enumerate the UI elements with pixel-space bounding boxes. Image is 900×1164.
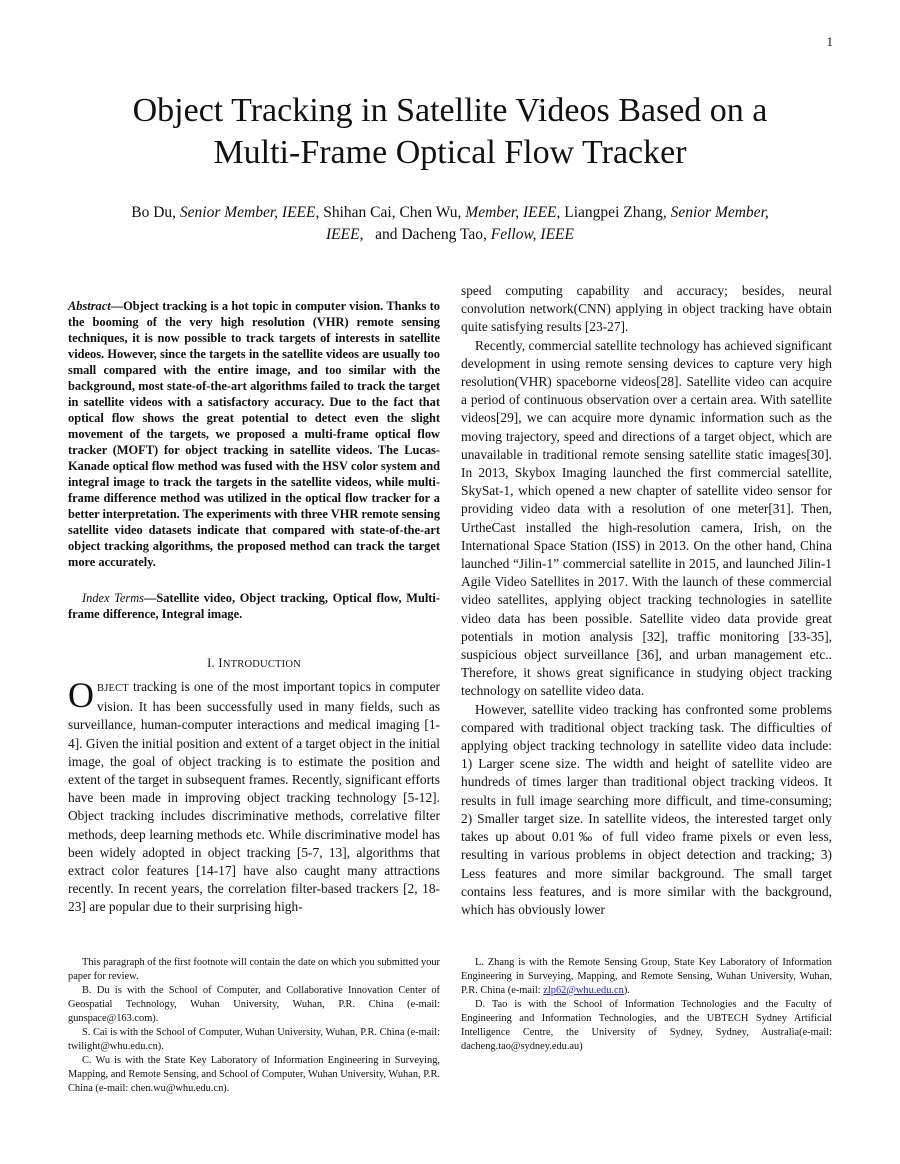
index-terms-lead: Index Terms	[82, 591, 145, 605]
title-line-2: Multi-Frame Optical Flow Tracker	[213, 134, 687, 171]
index-terms-text: —Satellite video, Object tracking, Optical flow, Multi-frame difference, Integral image.	[68, 591, 440, 621]
author-4-role: Fellow, IEEE	[490, 226, 574, 243]
footnote-text: L. Zhang is with the Remote Sensing Group, State Key Laboratory of Information Engineering in Surveying, Mapping, and Remote Sensing, Wuhan University, Wuhan, P.R. China (e-mail:	[461, 957, 832, 996]
author-1: Bo Du,	[131, 204, 177, 221]
intro-text: tracking is one of the most important topics in computer vision. It has been successfully used in many fields, such as surveillance, human-computer interactions and medical imaging [1-4]. Given the initial position and extent of a target object in the initial image, the goal of object tracking is to estimate the position and extent of the target in subsequent frames. Recently, significant efforts have been made in improving object tracking technology [5-12]. Object tracking includes discriminative methods, correlative filter methods, deep learning methods etc. While discriminative model has been widely adopted in object tracking [5-7, 13], algorithms that extract color features [14-17] have also caught many attractions recently. In recent years, the correlation filter-based trackers [2, 18-23] are popular due to their surprising high-	[68, 679, 440, 915]
footnote	[461, 956, 832, 998]
abstract-text: —Object tracking is a hot topic in computer vision. Thanks to the booming of the very high resolution (VHR) remote sensing techniques, it is now possible to track targets of interests in satellite videos. However, since the targets in the satellite videos are usually too small compared with the entire image, and too similar with the background, most state-of-the-art algorithms failed to track the target in satellite videos with a satisfactory accuracy. Due to the fact that optical flow shows the great potential to detect even the slight movement of the targets, we proposed a multi-frame optical flow tracker (MOFT) for object tracking in satellite videos. The Lucas-Kanade optical flow method was fused with the HSV color system and integral image to track the targets in the satellite videos, while multi-frame difference method was utilized in the optical flow tracker for a better interpretation. The experiments with three VHR remote sensing satellite video datasets indicate that compared with state-of-the-art object tracking algorithms, the proposed method can track the target more accurately.	[68, 299, 441, 569]
email-link[interactable]: zlp62@whu.edu.cn	[543, 985, 624, 996]
footnote: B. Du is with the School of Computer, and Collaborative Innovation Center of Geospatial Technology, Wuhan University, Wuhan, P.R. China (e-mail: gunspace@163.com).	[68, 985, 440, 1024]
author-list	[120, 202, 780, 246]
paragraph: speed computing capability and accuracy; besides, neural convolution network(CNN) applying in object tracking have obtain quite satisfying results [23-27].	[461, 283, 832, 335]
footnotes-left	[68, 956, 440, 1096]
paragraph: However, satellite video tracking has confronted some problems compared with traditional object tracking task. The difficulties of applying object tracking technology in satellite video data include: 1) Larger scene size. The width and height of satellite video are hundreds of times larger than traditional object tracking videos. It results in full image searching more difficult, and time-consuming; 2) Smaller target size. In satellite videos, the interested target only takes up about 0.01‰ of full video frame pixels or even less, resulting in various problems in object detection and tracking; 3) Less features and more similar background. The small target contains less features, and is more similar with the background, which has obviously lower	[461, 701, 832, 917]
footnote: C. Wu is with the State Key Laboratory of Information Engineering in Surveying, Mapping, and Remote Sensing, and School of Computer, Wuhan University, Wuhan, P.R. China (e-mail: chen.wu@whu.edu.cn).	[68, 1055, 440, 1094]
section-heading-introduction	[68, 656, 440, 671]
introduction-body	[68, 675, 440, 917]
footnote: D. Tao is with the School of Information Technologies and the Faculty of Engineering and Information Technologies, and the UBTECH Sydney Artificial Intelligence Centre, the University of Sydney, Sydney, Australia(e-mail: dacheng.tao@sydney.edu.au)	[461, 999, 832, 1052]
author-1-role: Senior Member, IEEE	[179, 204, 316, 221]
title-line-1: Object Tracking in Satellite Videos Based on a	[132, 92, 768, 129]
author-3-role: Senior Member, IEEE,	[326, 204, 769, 243]
page-number: 1	[826, 34, 833, 49]
drop-cap: O	[68, 675, 94, 715]
index-terms	[68, 590, 440, 622]
abstract-lead: Abstract	[68, 299, 111, 313]
footnote: This paragraph of the first footnote will contain the date on which you submitted your paper for review.	[68, 957, 440, 982]
footnote-text: ).	[623, 985, 630, 996]
footnote: S. Cai is with the School of Computer, Wuhan University, Wuhan, P.R. China (e-mail: twilight@whu.edu.cn).	[68, 1027, 440, 1052]
paper-title	[60, 90, 840, 174]
author-3: , Liangpei Zhang,	[556, 204, 667, 221]
author-4: and Dacheng Tao,	[375, 226, 487, 243]
section-numeral: I.	[207, 656, 215, 670]
footnotes-right	[461, 956, 832, 1054]
section-title-first: I	[218, 656, 223, 670]
section-title-rest: NTRODUCTION	[222, 659, 301, 670]
paragraph: Recently, commercial satellite technology has achieved significant development in using remote sensing devices to capture very high resolution(VHR) spaceborne videos[28]. Satellite video can acquire a period of continuous observation over a certain area. With satellite videos[29], we can acquire more dynamic information such as the moving trajectory, speed and directions of a target object, which are unavailable in traditional remote sensing satellite static images[30]. In 2013, Skybox Imaging launched the first commercial satellite, SkySat-1, which opened a new chapter of satellite video sensor for providing video data with a resolution of one meter[31]. Then, UrtheCast installed the high-resolution camera, Irish, on the International Space Station (ISS) in 2013. On the other hand, China launched “Jilin-1” commercial satellite in 2015, and launched Jilin-1 Agile Video Satellites in 2017. With the launch of these commercial video satellites, applying object tracking technologies in satellite video data has been possible. Satellite video data provide great potentials in motion analysis [32], traffic monitoring [33-35], suspicious object surveillance [36], and urban management etc.. Therefore, it shows great significance in studying object tracking technology on satellite video data.	[461, 337, 832, 699]
author-2-role: Member, IEEE	[465, 204, 557, 221]
author-2: , Shihan Cai, Chen Wu,	[315, 204, 462, 221]
abstract	[68, 298, 440, 570]
intro-smallcaps: BJECT	[97, 683, 129, 694]
right-column-body	[461, 282, 832, 919]
